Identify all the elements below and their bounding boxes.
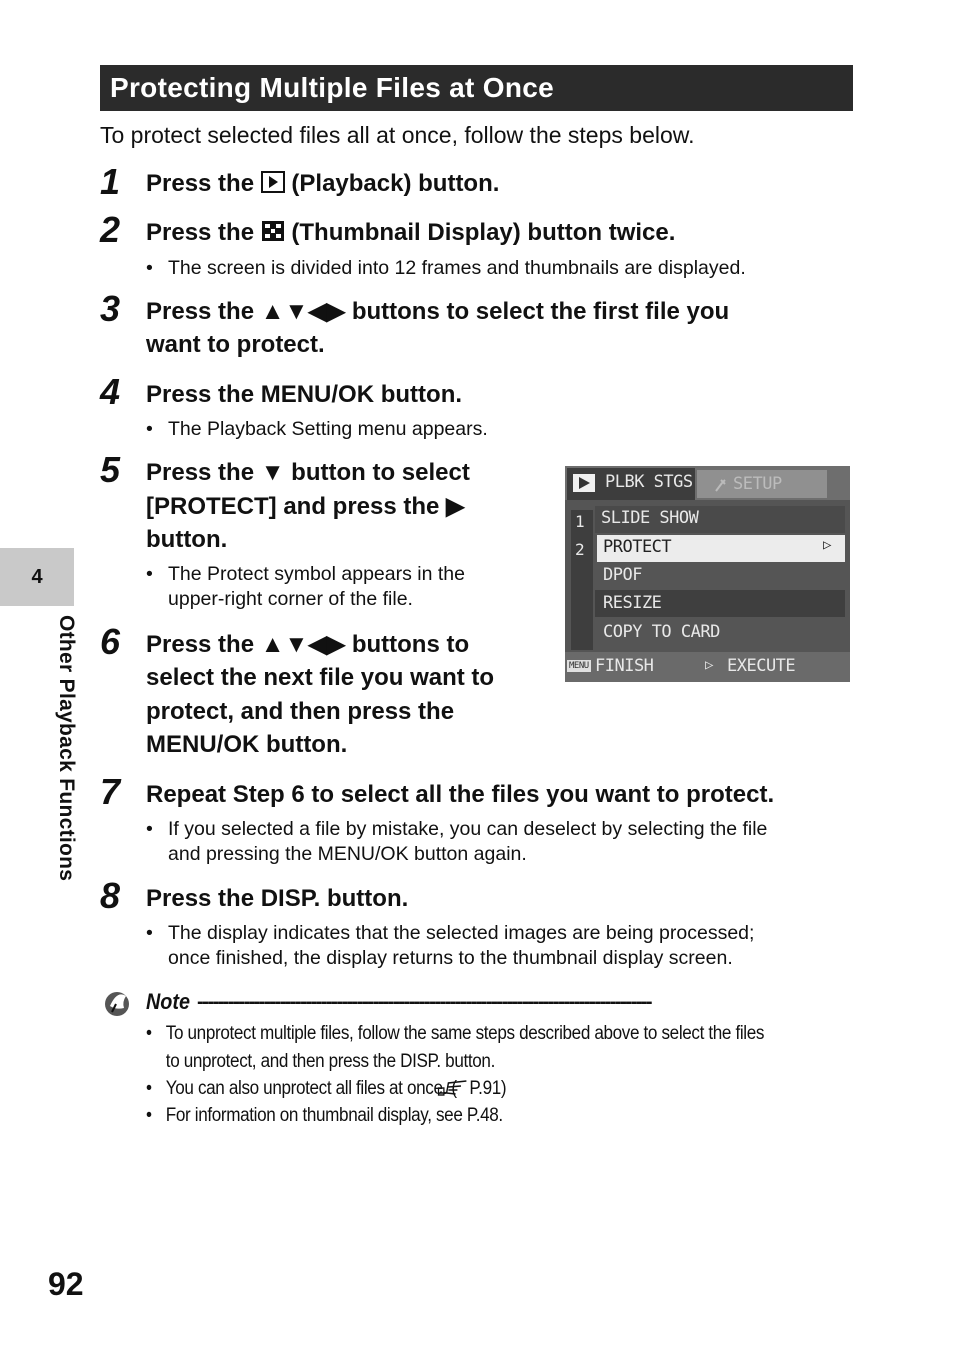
section-title: Protecting Multiple Files at Once xyxy=(100,65,853,111)
camera-footer-arrow-icon: ▷ xyxy=(705,657,713,673)
intro-text: To protect selected files all at once, follow the steps below. xyxy=(100,122,695,148)
arrow-keys-icon: ▲▼◀▶ xyxy=(260,631,346,658)
step-6-post: buttons to xyxy=(345,631,470,658)
step-1-pre: Press the xyxy=(146,170,261,197)
step-5-bullet-l2: upper-right corner of the file. xyxy=(168,588,413,610)
arrow-down-icon: ▼ xyxy=(260,459,285,486)
camera-page-column xyxy=(571,510,593,650)
step-6-line1 xyxy=(146,628,469,661)
camera-item-copy-to-card: COPY TO CARD xyxy=(603,622,720,642)
step-4-bullet: • The Playback Setting menu appears. xyxy=(146,417,588,442)
arrow-keys-icon: ▲▼◀▶ xyxy=(260,298,346,325)
step-6-line4: MENU/OK button. xyxy=(146,731,348,758)
step-2-bullet: • The screen is divided into 12 frames and thumbnails are displayed. xyxy=(146,256,868,281)
camera-item-resize: RESIZE xyxy=(603,593,662,613)
step-8-text: Press the DISP. button. xyxy=(146,885,409,912)
step-7-bullet xyxy=(146,817,888,867)
step-5-pre: Press the xyxy=(146,459,261,486)
camera-play-icon xyxy=(573,474,595,492)
camera-page-2: 2 xyxy=(575,540,585,559)
camera-footer-execute: EXECUTE xyxy=(727,656,796,676)
note-divider: ---------------------------------------------------------------------------------------- xyxy=(197,991,652,1013)
step-number-2: 2 xyxy=(100,209,121,250)
note-bullet-1-l2: to unprotect, and then press the DISP. button. xyxy=(165,1051,495,1072)
step-6-line2: select the next file you want to xyxy=(146,664,495,691)
step-5-bullet-l1: The Protect symbol appears in the xyxy=(168,563,465,585)
step-5-post: button to select xyxy=(284,459,470,486)
step-5-line2-pre: [PROTECT] and press the xyxy=(146,493,447,520)
camera-item-slide-show: SLIDE SHOW xyxy=(601,508,699,528)
chapter-number: 4 xyxy=(31,566,43,588)
step-2-pre: Press the xyxy=(146,219,261,246)
step-number-5: 5 xyxy=(100,449,121,490)
step-2-post: (Thumbnail Display) button twice. xyxy=(284,219,676,246)
step-5-line1 xyxy=(146,456,470,489)
camera-item-protect: PROTECT xyxy=(603,537,672,557)
step-7-bullet-l1: If you selected a file by mistake, you can deselect by selecting the file xyxy=(168,818,768,840)
step-7-text: Repeat Step 6 to select all the files you want to protect. xyxy=(146,781,775,808)
step-8-bullet-l1: The display indicates that the selected images are being processed; xyxy=(168,922,755,944)
step-1-text xyxy=(146,167,499,202)
step-6-pre: Press the xyxy=(146,631,261,658)
step-3-line2: want to protect. xyxy=(146,331,325,358)
camera-page-1: 1 xyxy=(575,512,585,531)
step-number-8: 8 xyxy=(100,875,121,916)
note-bullet-2-pre: You can also unprotect all files at once. ( xyxy=(165,1078,457,1099)
note-bullet-1-l1: To unprotect multiple files, follow the same steps described above to select the files xyxy=(165,1023,765,1044)
step-3-line1 xyxy=(146,295,729,328)
step-5-bullet xyxy=(146,562,568,612)
chapter-label: Other Playback Functions xyxy=(55,615,78,882)
step-number-7: 7 xyxy=(100,771,121,812)
step-number-1: 1 xyxy=(100,161,121,202)
step-number-3: 3 xyxy=(100,288,121,329)
note-bullet-2-ref: P.91) xyxy=(469,1078,507,1099)
step-3-pre: Press the xyxy=(146,298,261,325)
camera-selected-arrow-icon: ▷ xyxy=(823,537,831,553)
step-3-post: buttons to select the first file you xyxy=(345,298,730,325)
step-number-4: 4 xyxy=(100,371,121,412)
camera-menu-badge: MENU xyxy=(569,661,589,671)
camera-menu-screen xyxy=(565,466,850,682)
step-4-text: Press the MENU/OK button. xyxy=(146,381,463,408)
step-7-bullet-l2: and pressing the MENU/OK button again. xyxy=(168,843,527,865)
step-2-text xyxy=(146,216,675,251)
note-label: Note xyxy=(146,989,191,1014)
note-bullet-3: • For information on thumbnail display, see P.48. xyxy=(146,1102,503,1130)
step-6-line3: protect, and then press the xyxy=(146,698,455,725)
step-number-6: 6 xyxy=(100,621,121,662)
camera-tab-setup-label: SETUP xyxy=(733,474,782,494)
camera-wrench-icon xyxy=(713,478,727,492)
note-bullet-1 xyxy=(146,1020,764,1076)
step-5-line3: button. xyxy=(146,526,228,553)
camera-tab-playback-label: PLBK STGS xyxy=(605,472,693,492)
camera-footer-finish: FINISH xyxy=(595,656,654,676)
camera-item-dpof: DPOF xyxy=(603,565,642,585)
step-1-post: (Playback) button. xyxy=(284,170,500,197)
page-number: 92 xyxy=(48,1266,84,1302)
note-icon xyxy=(102,986,132,1018)
step-8-bullet xyxy=(146,921,888,971)
step-8-bullet-l2: once finished, the display returns to the thumbnail display screen. xyxy=(168,947,733,969)
step-5-line2 xyxy=(146,490,465,523)
playback-icon xyxy=(261,169,285,202)
thumbnail-icon xyxy=(261,218,285,251)
arrow-right-icon: ▶ xyxy=(446,493,465,520)
